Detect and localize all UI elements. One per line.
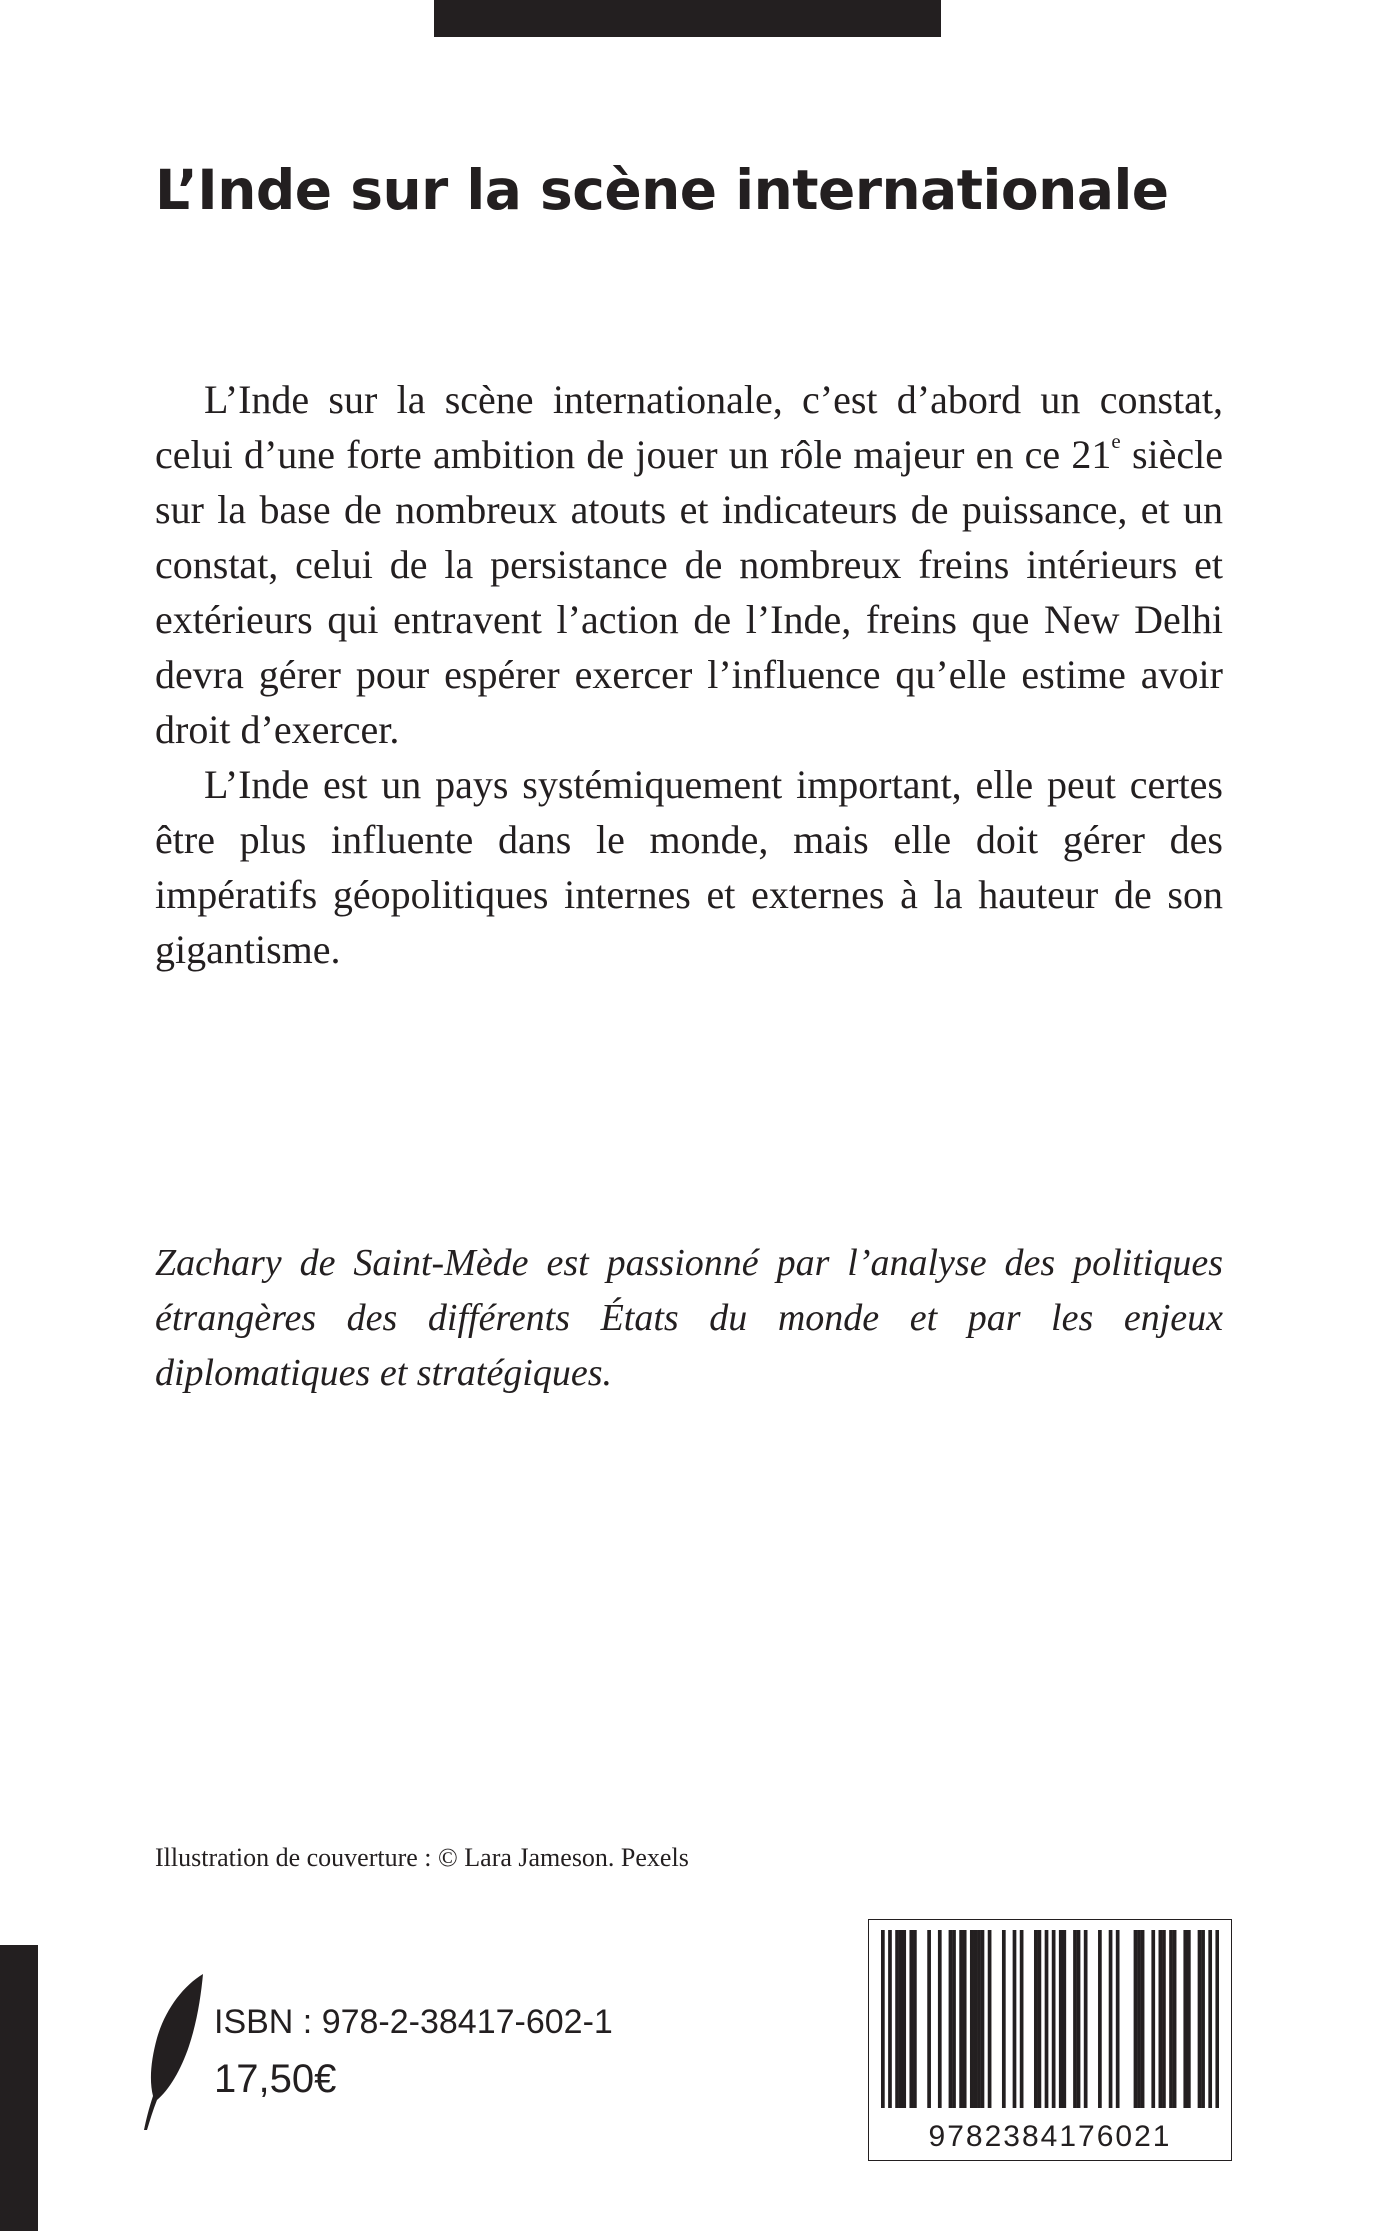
barcode-bar	[1109, 1930, 1113, 2108]
illustration-credit: Illustration de couverture : © Lara Jameson. Pexels	[155, 1843, 689, 1872]
barcode-bar	[1198, 1930, 1202, 2108]
barcode-bar	[1151, 1930, 1155, 2108]
barcode-bar	[1038, 1930, 1042, 2108]
barcode-bar	[1215, 1930, 1219, 2108]
barcode-bar	[1187, 1930, 1191, 2108]
barcode-bar	[938, 1930, 942, 2108]
barcode-bar	[1137, 1930, 1141, 2108]
barcode-bar	[881, 1930, 885, 2108]
barcode-bar	[888, 1930, 892, 2108]
barcode-bar	[1062, 1930, 1066, 2108]
barcode-bar	[1034, 1930, 1038, 2108]
barcode-bar	[1045, 1930, 1049, 2108]
barcode-bar	[1002, 1930, 1006, 2108]
summary-paragraph-1	[155, 372, 1223, 757]
book-title: L’Inde sur la scène internationale	[155, 158, 1169, 222]
barcode	[868, 1919, 1232, 2161]
barcode-bar	[1098, 1930, 1102, 2108]
barcode-bar	[1013, 1930, 1017, 2108]
barcode-bar	[899, 1930, 903, 2108]
feather-icon	[143, 1972, 205, 2132]
barcode-bar	[963, 1930, 967, 2108]
century-superscript: e	[1111, 429, 1121, 453]
barcode-bar	[988, 1930, 992, 2108]
barcode-bar	[970, 1930, 974, 2108]
barcode-bar	[952, 1930, 956, 2108]
barcode-bar	[1159, 1930, 1163, 2108]
barcode-bar	[981, 1930, 985, 2108]
barcode-bar	[1173, 1930, 1177, 2108]
barcode-bar	[1208, 1930, 1212, 2108]
barcode-bar	[909, 1930, 913, 2108]
barcode-bar	[913, 1930, 917, 2108]
barcode-bars	[881, 1930, 1219, 2108]
barcode-bar	[1020, 1930, 1024, 2108]
barcode-bar	[949, 1930, 953, 2108]
barcode-bar	[1134, 1930, 1138, 2108]
summary-paragraph-2: L’Inde est un pays systémiquement important, elle peut certes être plus influente dans le monde, mais elle doit gérer des impératifs géopolitiques internes et externes à la hauteur de son gigantisme.	[155, 762, 1223, 972]
summary-paragraph-1-start: L’Inde sur la scène internationale, c’est d’abord un constat, celui d’une forte ambition de jouer un rôle majeur en ce 21	[155, 377, 1223, 477]
barcode-bar	[1059, 1930, 1063, 2108]
book-summary	[155, 372, 1223, 977]
price-text: 17,50€	[214, 2057, 337, 2101]
barcode-bar	[1183, 1930, 1187, 2108]
barcode-bar	[1162, 1930, 1166, 2108]
barcode-bar	[1084, 1930, 1088, 2108]
barcode-bar	[959, 1930, 963, 2108]
barcode-bar	[1073, 1930, 1077, 2108]
isbn-text: ISBN : 978-2-38417-602-1	[214, 2003, 613, 2041]
barcode-bar	[977, 1930, 981, 2108]
top-decorative-bar	[434, 0, 941, 37]
barcode-bar	[1169, 1930, 1173, 2108]
barcode-bar	[1077, 1930, 1081, 2108]
barcode-bar	[974, 1930, 978, 2108]
summary-paragraph-1-end: siècle sur la base de nombreux atouts et indicateurs de puissance, et un constat, celui de la persistance de nombreux freins intérieurs et extérieurs qui entravent l’action de l’Inde, freins que New Delhi devra gérer pour espérer exercer l’influence qu’elle estime avoir droit d’exercer.	[155, 432, 1223, 752]
barcode-bar	[1141, 1930, 1145, 2108]
barcode-bar	[1116, 1930, 1120, 2108]
barcode-bar	[927, 1930, 931, 2108]
barcode-bar	[895, 1930, 899, 2108]
barcode-bar	[902, 1930, 906, 2108]
author-bio: Zachary de Saint-Mède est passionné par l’analyse des politiques étrangères des différents États du monde et par les enjeux diplomatiques et stratégiques.	[155, 1242, 1223, 1394]
barcode-number: 9782384176021	[928, 2120, 1172, 2153]
barcode-bar	[1052, 1930, 1056, 2108]
barcode-bar	[1201, 1930, 1205, 2108]
spine-edge-bar	[0, 1945, 38, 2231]
